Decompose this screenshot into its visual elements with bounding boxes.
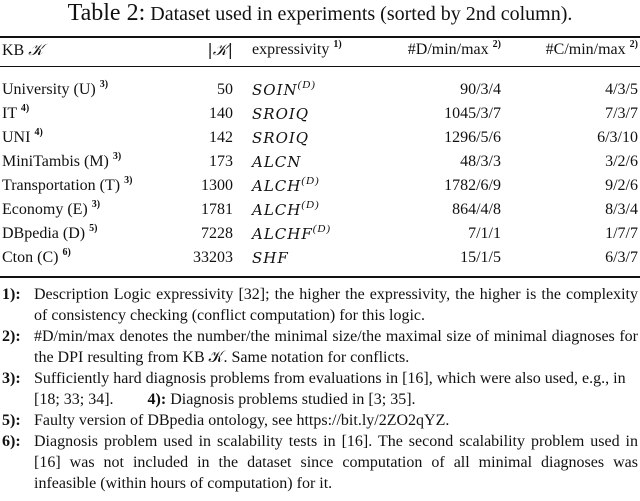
kb-size: 1781 <box>201 201 233 218</box>
footnote-tag: 5): <box>2 412 21 429</box>
kb-conflicts: 4/3/5 <box>605 81 638 98</box>
table-row <box>0 126 640 150</box>
table-row <box>0 246 640 270</box>
kb-expressivity: $ALCHF^{(D)}$ <box>252 223 332 243</box>
kb-conflicts: 8/3/4 <box>605 201 638 218</box>
footnote-text: Description Logic expressivity [32]; the higher the expressivity, the higher is the complexity of consistency checking (conflict computation) for this logic. <box>34 286 638 324</box>
header-kb: KB 𝒦 <box>2 40 44 59</box>
table-row <box>0 78 640 102</box>
kb-diagnoses: 1782/6/9 <box>444 177 501 194</box>
kb-conflicts: 7/3/7 <box>605 105 638 122</box>
footnote-text: #D/min/max denotes the number/the minimal size/the maximal size of minimal diagnoses for the DPI resulting from KB 𝒦. Same notation for conflicts. <box>34 328 638 366</box>
kb-size: 7228 <box>201 225 233 242</box>
kb-size: 50 <box>217 81 233 98</box>
table-header <box>0 38 640 62</box>
kb-name: University (U) $^{3)}$ <box>2 79 109 98</box>
kb-expressivity: $SOIN^{(D)}$ <box>252 79 316 99</box>
kb-size: 140 <box>209 105 233 122</box>
kb-diagnoses: 7/1/1 <box>468 225 501 242</box>
kb-expressivity: SROIQ <box>252 105 310 123</box>
table-row <box>0 198 640 222</box>
footnote-5 <box>2 410 638 431</box>
footnote-tag: 4): <box>147 391 167 408</box>
kb-size: 173 <box>209 153 233 170</box>
footnote-6 <box>2 431 638 494</box>
footnote-tag: 2): <box>2 328 21 345</box>
kb-conflicts: 3/2/6 <box>605 153 638 170</box>
kb-conflicts: 6/3/7 <box>605 249 638 266</box>
caption-label: Table 2: <box>67 0 146 26</box>
footnote-text: Diagnosis problems studied in [3; 35]. <box>170 391 416 408</box>
header-expressivity: expressivity $^{1)}$ <box>252 39 342 58</box>
kb-conflicts: 1/7/7 <box>605 225 638 242</box>
kb-diagnoses: 90/3/4 <box>460 81 501 98</box>
footnote-text: Sufficiently hard diagnosis problems from evaluations in [16], which were also used, e.g., in [18; 33; 34]. <box>34 370 626 408</box>
kb-name: Transportation (T) $^{3)}$ <box>2 175 133 194</box>
kb-conflicts: 6/3/10 <box>597 129 638 146</box>
kb-diagnoses: 1045/3/7 <box>444 105 501 122</box>
kb-size: 33203 <box>193 249 233 266</box>
footnotes <box>2 284 638 494</box>
kb-name: Cton (C) $^{6)}$ <box>2 247 71 266</box>
kb-diagnoses: 864/4/8 <box>452 201 501 218</box>
kb-expressivity: SROIQ <box>252 129 310 147</box>
table-row <box>0 174 640 198</box>
caption-text: Dataset used in experiments (sorted by 2nd column). <box>150 3 573 25</box>
header-rule <box>0 66 640 67</box>
table-row <box>0 150 640 174</box>
header-size: |𝒦| <box>207 40 233 59</box>
footnote-2 <box>2 326 638 368</box>
table-caption <box>0 0 640 27</box>
kb-name: IT $^{4)}$ <box>2 103 30 122</box>
kb-expressivity: $ALCH^{(D)}$ <box>252 199 320 219</box>
bottom-rule <box>0 276 640 278</box>
footnote-1 <box>2 284 638 326</box>
footnote-tag: 6): <box>2 433 21 450</box>
kb-conflicts: 9/2/6 <box>605 177 638 194</box>
table-row <box>0 222 640 246</box>
header-conflicts: #C/min/max $^{2)}$ <box>545 39 638 58</box>
kb-name: UNI $^{4)}$ <box>2 127 43 146</box>
kb-diagnoses: 48/3/3 <box>460 153 501 170</box>
footnote-text: Faulty version of DBpedia ontology, see https://bit.ly/2ZO2qYZ. <box>34 412 450 429</box>
kb-name: Economy (E) $^{3)}$ <box>2 199 101 218</box>
kb-diagnoses: 15/1/5 <box>460 249 501 266</box>
footnote-3 <box>2 368 638 410</box>
kb-diagnoses: 1296/5/6 <box>444 129 501 146</box>
kb-expressivity: ALCN <box>252 153 302 171</box>
footnote-tag: 1): <box>2 286 21 303</box>
header-diagnoses: #D/min/max $^{2)}$ <box>407 39 501 58</box>
footnote-text: Diagnosis problem used in scalability tests in [16]. The second scalability problem used in [16] was not included in the dataset since computation of all minimal diagnoses was infeasible (within hours of computation) for it. <box>34 433 638 492</box>
kb-name: MiniTambis (M) $^{3)}$ <box>2 151 122 170</box>
kb-size: 142 <box>209 129 233 146</box>
kb-expressivity: SHF <box>252 249 289 267</box>
kb-expressivity: $ALCH^{(D)}$ <box>252 175 320 195</box>
kb-size: 1300 <box>201 177 233 194</box>
table-row <box>0 102 640 126</box>
footnote-tag: 3): <box>2 370 21 387</box>
kb-name: DBpedia (D) $^{5)}$ <box>2 223 98 242</box>
